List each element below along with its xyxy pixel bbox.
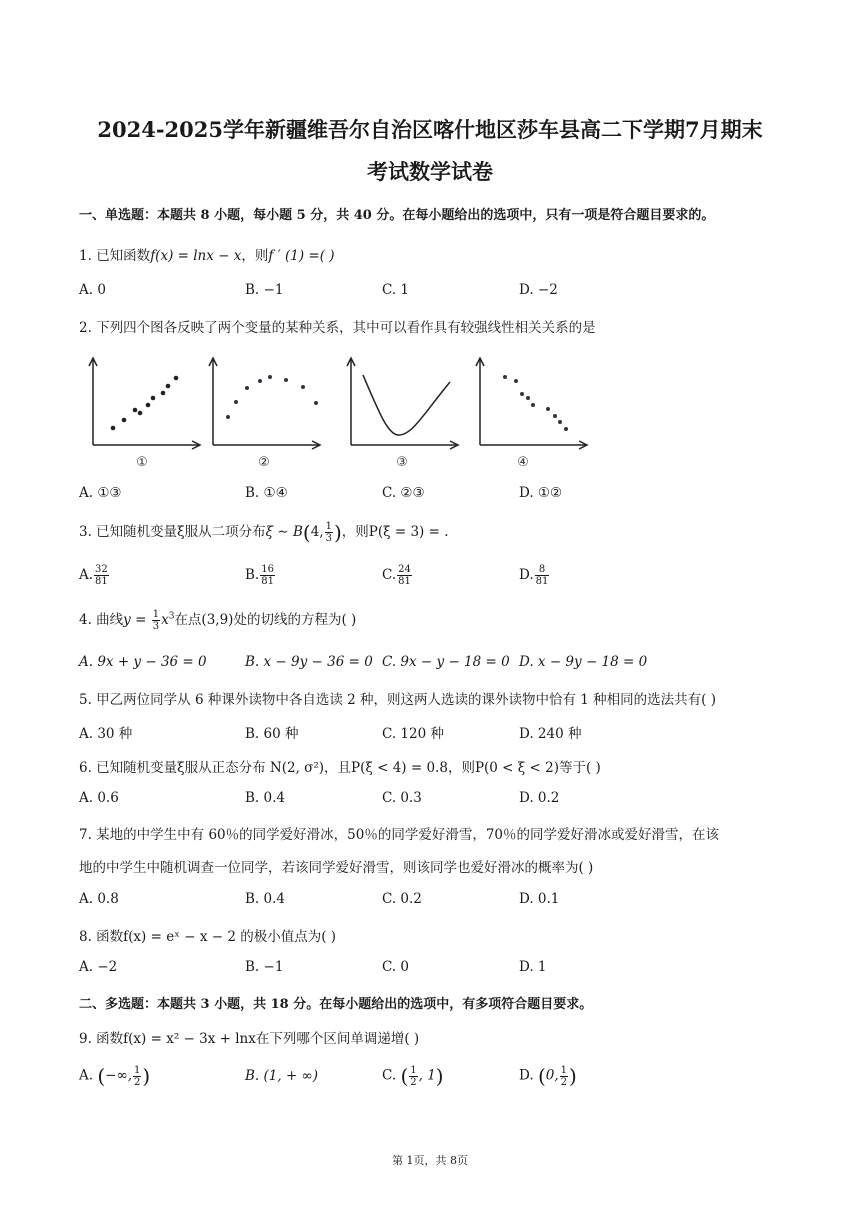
q6-option-d: D. 0.2 <box>519 790 560 806</box>
plot4-label: ④ <box>517 455 529 470</box>
plot1-point <box>151 396 156 401</box>
q5-option-d: D. 240 种 <box>519 726 582 742</box>
question-7-line-2: 地的中学生中随机调查一位同学，若该同学爱好滑雪，则该同学也爱好滑冰的概率为( ) <box>79 860 594 876</box>
plot1-point <box>111 426 116 431</box>
q8-option-a: A. −2 <box>79 959 118 975</box>
plot4-point <box>520 392 524 396</box>
plot4-point <box>503 375 507 379</box>
q8-option-b: B. −1 <box>245 959 284 975</box>
q7-option-d: D. 0.1 <box>519 891 560 907</box>
plot1-point <box>161 391 166 396</box>
q2-option-b: B. ①④ <box>245 485 288 501</box>
q3-option-a: A. $\frac{32}{81}$ <box>79 564 108 587</box>
plot1-point <box>174 376 179 381</box>
question-4: 4. 曲线y = $\frac{1}{3}$ $x^3$在点(3,9)处的切线的方程为( ) <box>79 609 357 632</box>
question-8: 8. 函数f(x) = eˣ − x − 2 的极小值点为( ) <box>79 929 337 945</box>
plot4-point <box>514 379 518 383</box>
plot2-point <box>258 379 262 383</box>
q2-option-c: C. ②③ <box>382 485 425 501</box>
plot2-label: ② <box>258 455 270 470</box>
q1-option-d: D. −2 <box>519 282 558 298</box>
question-1: 1. 已知函数f(x) = lnx − x，则f ′ (1) =( ) <box>79 248 335 264</box>
plot2-point <box>314 401 318 405</box>
question-7-line-1: 7. 某地的中学生中有 60％的同学爱好滑冰，50％的同学爱好滑雪，70％的同学爱好滑冰或爱好滑雪，在该 <box>79 827 719 843</box>
plot3-label: ③ <box>396 455 408 470</box>
q9-option-c: C. ( $\frac{1}{2}$ , 1) <box>382 1064 444 1088</box>
q4-option-b: B. x − 9y − 36 = 0 <box>245 654 373 670</box>
q7-option-b: B. 0.4 <box>245 891 285 907</box>
plot4-point <box>564 427 568 431</box>
q2-option-d: D. ①② <box>519 485 563 501</box>
q6-option-b: B. 0.4 <box>245 790 285 806</box>
plot1-point <box>138 411 143 416</box>
q1-option-c: C. 1 <box>382 282 410 298</box>
q3-option-c: C. $\frac{24}{81}$ <box>382 564 411 587</box>
plot2-point <box>301 385 305 389</box>
plot1-point <box>122 418 127 423</box>
question-9: 9. 函数f(x) = x² − 3x + lnx在下列哪个区间单调递增( ) <box>79 1031 420 1047</box>
plot4-point <box>531 403 535 407</box>
page-footer: 第 1页，共 8页 <box>392 1154 468 1167</box>
q5-option-a: A. 30 种 <box>79 726 133 742</box>
plot1-point <box>166 384 171 389</box>
q6-option-a: A. 0.6 <box>79 790 119 806</box>
q4-option-d: D. x − 9y − 18 = 0 <box>519 654 648 670</box>
plot2-point <box>268 375 272 379</box>
q9-option-a: A. (−∞, $\frac{1}{2}$ ) <box>79 1064 151 1088</box>
plot1-point <box>146 403 151 408</box>
plot2-point <box>284 378 288 382</box>
q3-option-b: B. $\frac{16}{81}$ <box>245 564 274 587</box>
plot4-point <box>526 396 530 400</box>
q9-option-b: B. (1, + ∞) <box>245 1068 319 1084</box>
q2-figures <box>80 350 610 475</box>
q7-option-a: A. 0.8 <box>79 891 119 907</box>
plot1-point <box>133 408 138 413</box>
q7-option-c: C. 0.2 <box>382 891 422 907</box>
q8-option-d: D. 1 <box>519 959 547 975</box>
plot1-label: ① <box>136 455 148 470</box>
plot4-point <box>553 414 557 418</box>
q5-option-c: C. 120 种 <box>382 726 444 742</box>
q4-option-c: C. 9x − y − 18 = 0 <box>382 654 510 670</box>
plot2-point <box>226 415 230 419</box>
q1-option-b: B. −1 <box>245 282 284 298</box>
q9-option-d: D. (0, $\frac{1}{2}$ ) <box>519 1064 577 1088</box>
q6-option-c: C. 0.3 <box>382 790 422 806</box>
section-2-heading: 二、多选题：本题共 3 小题，共 18 分。在每小题给出的选项中，有多项符合题目要求。 <box>79 997 593 1012</box>
q8-option-c: C. 0 <box>382 959 410 975</box>
title-line-1: 2024-2025学年新疆维吾尔自治区喀什地区莎车县高二下学期7月期末 <box>97 117 763 142</box>
question-5: 5. 甲乙两位同学从 6 种课外读物中各自选读 2 种，则这两人选读的课外读物中恰有 1 种相同的选法共有( ) <box>79 692 717 708</box>
question-6: 6. 已知随机变量ξ服从正态分布 N(2, σ²)，且P(ξ < 4) = 0.8，则P(0 < ξ < 2)等于( ) <box>79 760 601 776</box>
question-2: 2. 下列四个图各反映了两个变量的某种关系，其中可以看作具有较强线性相关关系的是 <box>79 320 596 336</box>
plot2-point <box>234 400 238 404</box>
plot2-point <box>245 386 249 390</box>
q1-option-a: A. 0 <box>79 282 106 298</box>
section-1-heading: 一、单选题：本题共 8 小题，每小题 5 分，共 40 分。在每小题给出的选项中，只有一项是符合题目要求的。 <box>79 208 715 223</box>
plot4-point <box>558 420 562 424</box>
title-line-2: 考试数学试卷 <box>367 159 493 184</box>
q5-option-b: B. 60 种 <box>245 726 299 742</box>
q3-option-d: D. $\frac{8}{81}$ <box>519 564 549 587</box>
q2-option-a: A. ①③ <box>79 485 122 501</box>
question-3: 3. 已知随机变量ξ服从二项分布ξ ∼ B(4, $\frac{1}{3}$ )，则P(ξ = 3) = . <box>79 520 449 545</box>
plot4-point <box>546 407 550 411</box>
q4-option-a: A. 9x + y − 36 = 0 <box>79 654 207 670</box>
